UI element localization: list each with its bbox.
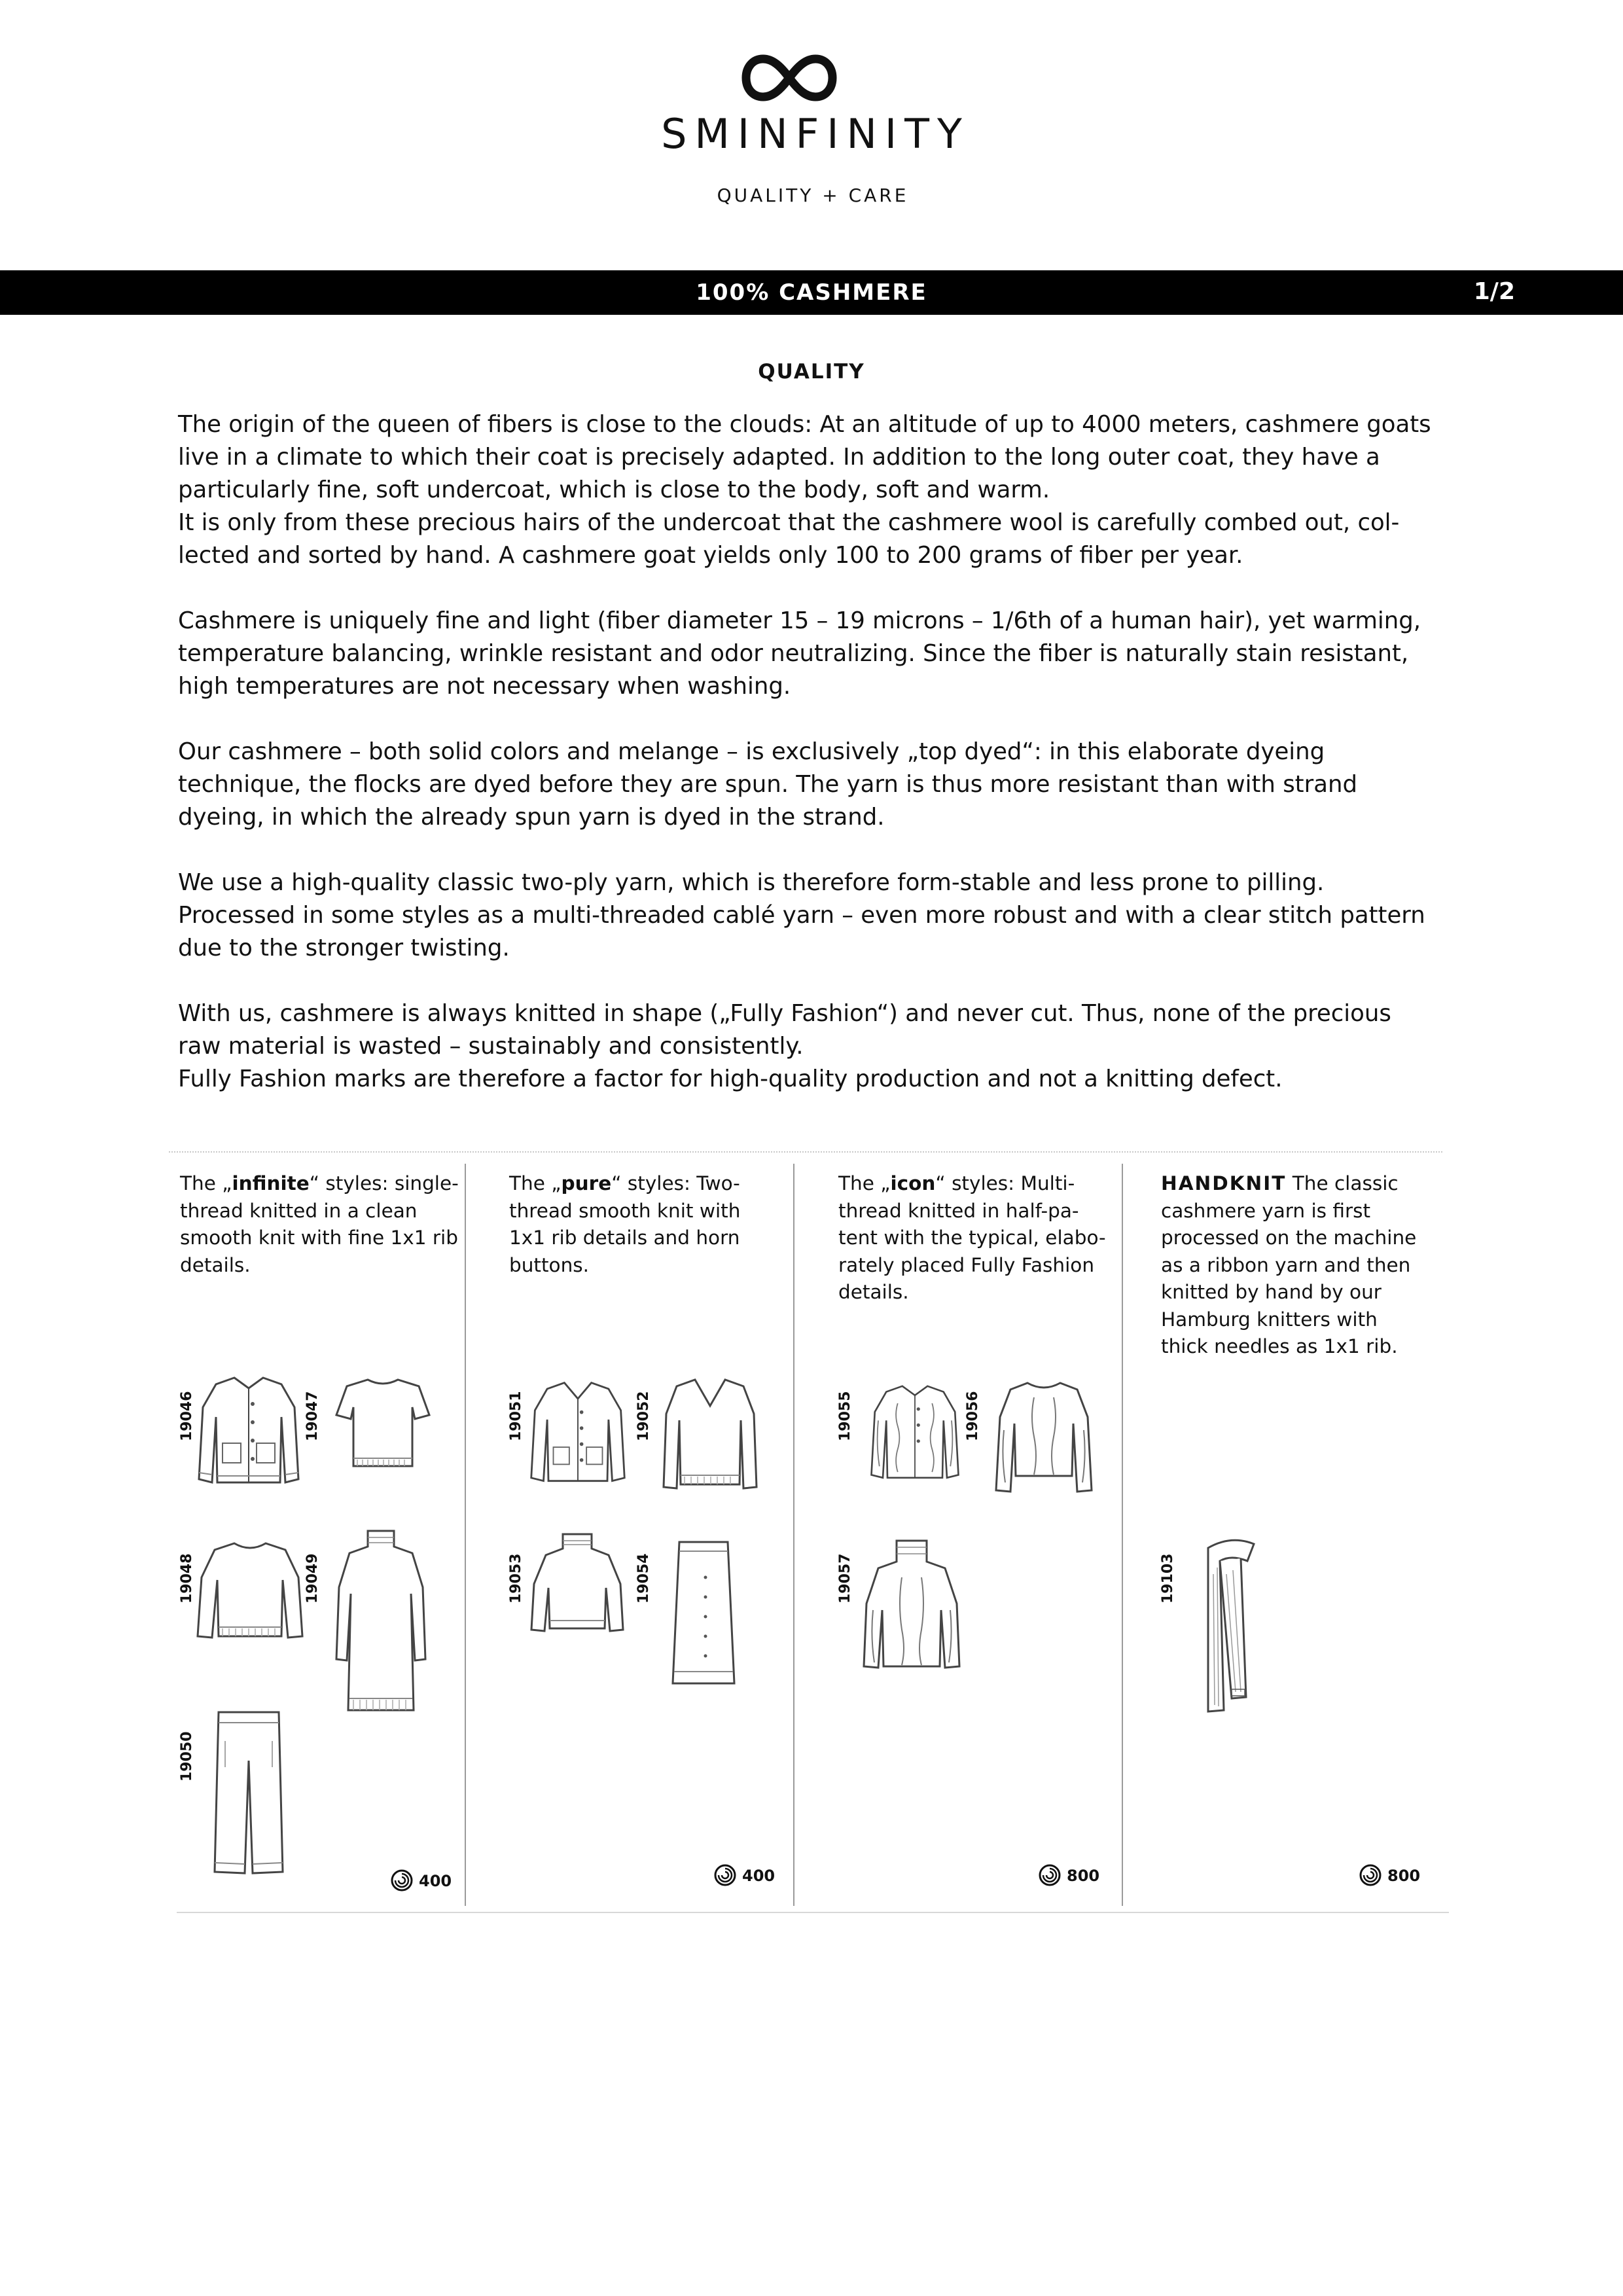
- cable-sweater-sketch: [995, 1378, 1093, 1496]
- quality-heading: QUALITY: [758, 360, 865, 384]
- collection-description: The „infinite“ styles: single- thread knitted in a clean smooth knit with fine 1x1 rib details.: [180, 1172, 459, 1276]
- yarn-weight: [1067, 1867, 1099, 1885]
- page-number: 1/2: [1473, 278, 1515, 305]
- handknit-scarf-sketch: [1195, 1535, 1267, 1718]
- collection-description: The „pure“ styles: Two- thread smooth knit with 1x1 rib details and horn buttons.: [509, 1172, 741, 1276]
- quality-body: [178, 408, 1461, 1128]
- column-divider: [793, 1164, 794, 1906]
- collection-description: The „icon“ styles: Multi- thread knitted in half-pa- tent with the typical, elabo- rately placed Fully Fashion details.: [838, 1172, 1106, 1303]
- sweater-sketch: [196, 1538, 304, 1646]
- collection-name: HANDKNIT: [1161, 1172, 1287, 1194]
- knit-skirt-sketch: [668, 1538, 740, 1689]
- collection-name: infinite: [232, 1172, 310, 1194]
- text-line: raw material is wasted – sustainably and consistently.: [178, 1033, 804, 1060]
- quality-paragraph: [178, 605, 1461, 703]
- collection-infinite: [180, 1170, 461, 1279]
- column-divider: [465, 1164, 466, 1906]
- article-number: 19049: [304, 1553, 321, 1604]
- article-number: 19054: [635, 1553, 652, 1604]
- cable-cardigan-sketch: [869, 1374, 961, 1492]
- text-line: particularly fine, soft undercoat, which is close to the body, soft and warm.: [178, 476, 1050, 503]
- quality-paragraph: [178, 997, 1461, 1096]
- grid-bottom-rule: [177, 1912, 1449, 1913]
- weight-value: 800: [1067, 1867, 1100, 1885]
- text-line: high temperatures are not necessary when washing.: [178, 673, 791, 700]
- turtleneck-dress-sketch: [334, 1528, 429, 1715]
- text-line: Our cashmere – both solid colors and melange – is exclusively „top dyed“: in this elaborate dyeing: [178, 738, 1325, 765]
- article-number: 19048: [179, 1553, 195, 1604]
- text-line: due to the stronger twisting.: [178, 935, 510, 961]
- collection-icon: [838, 1170, 1120, 1306]
- grid-top-rule: [169, 1151, 1442, 1153]
- article-number: 19053: [508, 1553, 524, 1604]
- collection-pure: [509, 1170, 791, 1279]
- weight-value: 400: [742, 1867, 776, 1885]
- material-title: 100% CASHMERE: [696, 279, 927, 306]
- text-line: temperature balancing, wrinkle resistant and odor neutralizing. Since the fiber is naturally stain resistant,: [178, 640, 1409, 667]
- yarn-weight-icon: [390, 1869, 414, 1892]
- text-line: Cashmere is uniquely fine and light (fiber diameter 15 – 19 microns – 1/6th of a human hair), yet warming,: [178, 607, 1421, 634]
- article-number: 19055: [837, 1391, 853, 1441]
- article-number: 19052: [635, 1391, 652, 1441]
- cardigan-sketch: [196, 1371, 301, 1492]
- yarn-weight-icon: [713, 1863, 737, 1887]
- article-number: 19051: [508, 1391, 524, 1441]
- weight-value: 800: [1387, 1867, 1421, 1885]
- title-bar: [0, 270, 1623, 315]
- text-line: technique, the flocks are dyed before they are spun. The yarn is thus more resistant than with strand: [178, 771, 1357, 798]
- cable-turtleneck-sketch: [863, 1538, 961, 1676]
- article-number: 19103: [1160, 1553, 1176, 1604]
- quality-paragraph: [178, 736, 1461, 834]
- text-line: live in a climate to which their coat is precisely adapted. In addition to the long outer coat, they have a: [178, 444, 1380, 471]
- quality-paragraph: [178, 408, 1461, 572]
- yarn-weight: [419, 1872, 452, 1890]
- collection-name: icon: [890, 1172, 936, 1194]
- yarn-weight-icon: [1359, 1863, 1382, 1887]
- yarn-weight-icon: [1038, 1863, 1061, 1887]
- column-divider: [1122, 1164, 1123, 1906]
- knit-pants-sketch: [209, 1708, 288, 1878]
- text-line: It is only from these precious hairs of the undercoat that the cashmere wool is carefully combed out, col-: [178, 509, 1400, 536]
- collection-handknit: [1161, 1170, 1442, 1361]
- text-line: lected and sorted by hand. A cashmere goat yields only 100 to 200 grams of fiber per year.: [178, 542, 1243, 569]
- text-line: With us, cashmere is always knitted in shape („Fully Fashion“) and never cut. Thus, none of the precious: [178, 1000, 1391, 1027]
- article-number: 19046: [179, 1391, 195, 1441]
- text-line: Fully Fashion marks are therefore a factor for high-quality production and not a knitting defect.: [178, 1066, 1283, 1092]
- yarn-weight: [742, 1867, 775, 1885]
- quality-paragraph: [178, 867, 1461, 965]
- infinity-icon: [741, 51, 838, 105]
- short-sleeve-top-sketch: [334, 1374, 432, 1473]
- article-number: 19050: [179, 1731, 195, 1782]
- article-number: 19057: [837, 1553, 853, 1604]
- cardigan-sketch: [529, 1374, 627, 1492]
- collection-description: HANDKNIT The classic cashmere yarn is first processed on the machine as a ribbon yarn and then knitted by hand by our Hamburg knitters with thick needles as 1x1 rib.: [1161, 1172, 1417, 1357]
- brand-name: SMINFINITY: [661, 110, 970, 158]
- text-line: The origin of the queen of fibers is close to the clouds: At an altitude of up to 4000 meters, cashmere goats: [178, 411, 1431, 438]
- article-number: 19056: [965, 1391, 981, 1441]
- text-line: Processed in some styles as a multi-threaded cablé yarn – even more robust and with a clear stitch pattern: [178, 902, 1425, 929]
- brand-tagline: QUALITY + CARE: [717, 185, 909, 206]
- collection-name: pure: [561, 1172, 612, 1194]
- article-number: 19047: [304, 1391, 321, 1441]
- weight-value: 400: [419, 1872, 452, 1890]
- text-line: We use a high-quality classic two-ply yarn, which is therefore form-stable and less prone to pilling.: [178, 869, 1325, 896]
- v-neck-sweater-sketch: [661, 1374, 759, 1492]
- yarn-weight: [1387, 1867, 1420, 1885]
- turtleneck-sweater-sketch: [530, 1532, 625, 1636]
- text-line: dyeing, in which the already spun yarn is dyed in the strand.: [178, 804, 885, 831]
